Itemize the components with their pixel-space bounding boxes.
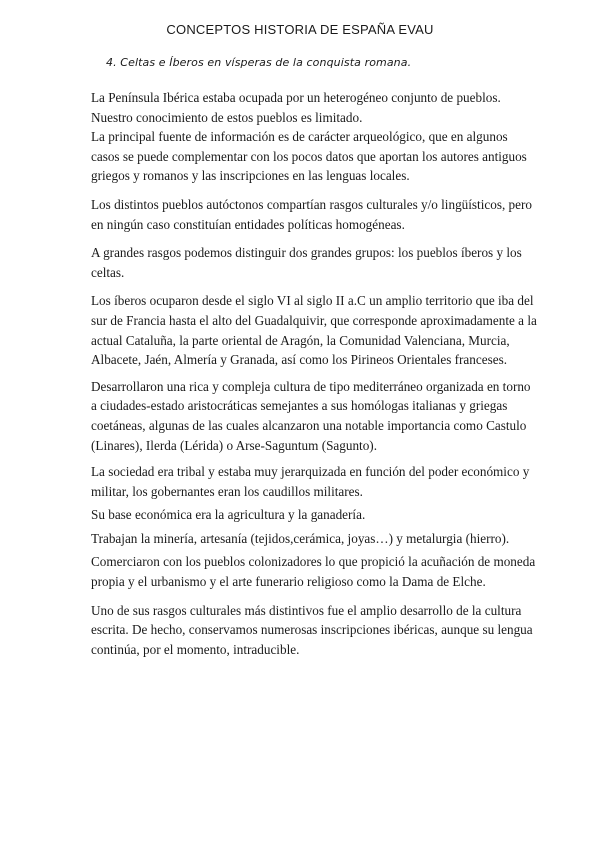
paragraph: Los íberos ocuparon desde el siglo VI al siglo II a.C un amplio territorio que iba del sur de Francia hasta el alto del Guadalquivir, que corresponde aproximadamente a la actual Cataluña, la parte oriental de Aragón, la Comunidad Valenciana, Murcia, Albacete, Jaén, Almería y Granada, así como los Pirineos Orientales franceses. — [91, 293, 537, 368]
paragraph: La Península Ibérica estaba ocupada por un heterogéneo conjunto de pueblos. Nuestro conocimiento de estos pueblos es limitado. — [91, 90, 501, 125]
paragraph: Trabajan la minería, artesanía (tejidos,cerámica, joyas…) y metalurgia (hierro). — [91, 530, 510, 546]
paragraph: A grandes rasgos podemos distinguir dos grandes grupos: los pueblos íberos y los celtas. — [91, 245, 522, 280]
document-body — [91, 88, 537, 659]
document-title: CONCEPTOS HISTORIA DE ESPAÑA EVAU — [166, 22, 434, 37]
paragraph: La sociedad era tribal y estaba muy jerarquizada en función del poder económico y militar, los gobernantes eran los caudillos militares. — [91, 464, 530, 499]
paragraph: Uno de sus rasgos culturales más distintivos fue el amplio desarrollo de la cultura escrita. De hecho, conservamos numerosas inscripciones ibéricas, aunque su lengua continúa, por el momento, intraducible. — [91, 602, 533, 657]
paragraph: La principal fuente de información es de carácter arqueológico, que en algunos casos se puede complementar con los pocos datos que aportan los autores antiguos griegos y romanos y las inscripciones en las lenguas locales. — [91, 129, 527, 184]
section-subtitle: 4. Celtas e Íberos en vísperas de la conquista romana. — [106, 56, 412, 69]
paragraph: Los distintos pueblos autóctonos compartían rasgos culturales y/o lingüísticos, pero en ningún caso constituían entidades políticas homogéneas. — [91, 196, 532, 232]
paragraph: Desarrollaron una rica y compleja cultura de tipo mediterráneo organizada en torno a ciudades-estado aristocráticas semejantes a sus homólogas italianas y griegas coetáneas, algunas de las cuales alcanzaron una notable importancia como Castulo (Linares), Ilerda (Lérida) o Arse-Saguntum (Sagunto). — [91, 378, 531, 453]
paragraph: Comerciaron con los pueblos colonizadores lo que propició la acuñación de moneda propia y el urbanismo y el arte funerario religioso como la Dama de Elche. — [91, 554, 536, 590]
paragraph: Su base económica era la agricultura y la ganadería. — [91, 507, 366, 523]
